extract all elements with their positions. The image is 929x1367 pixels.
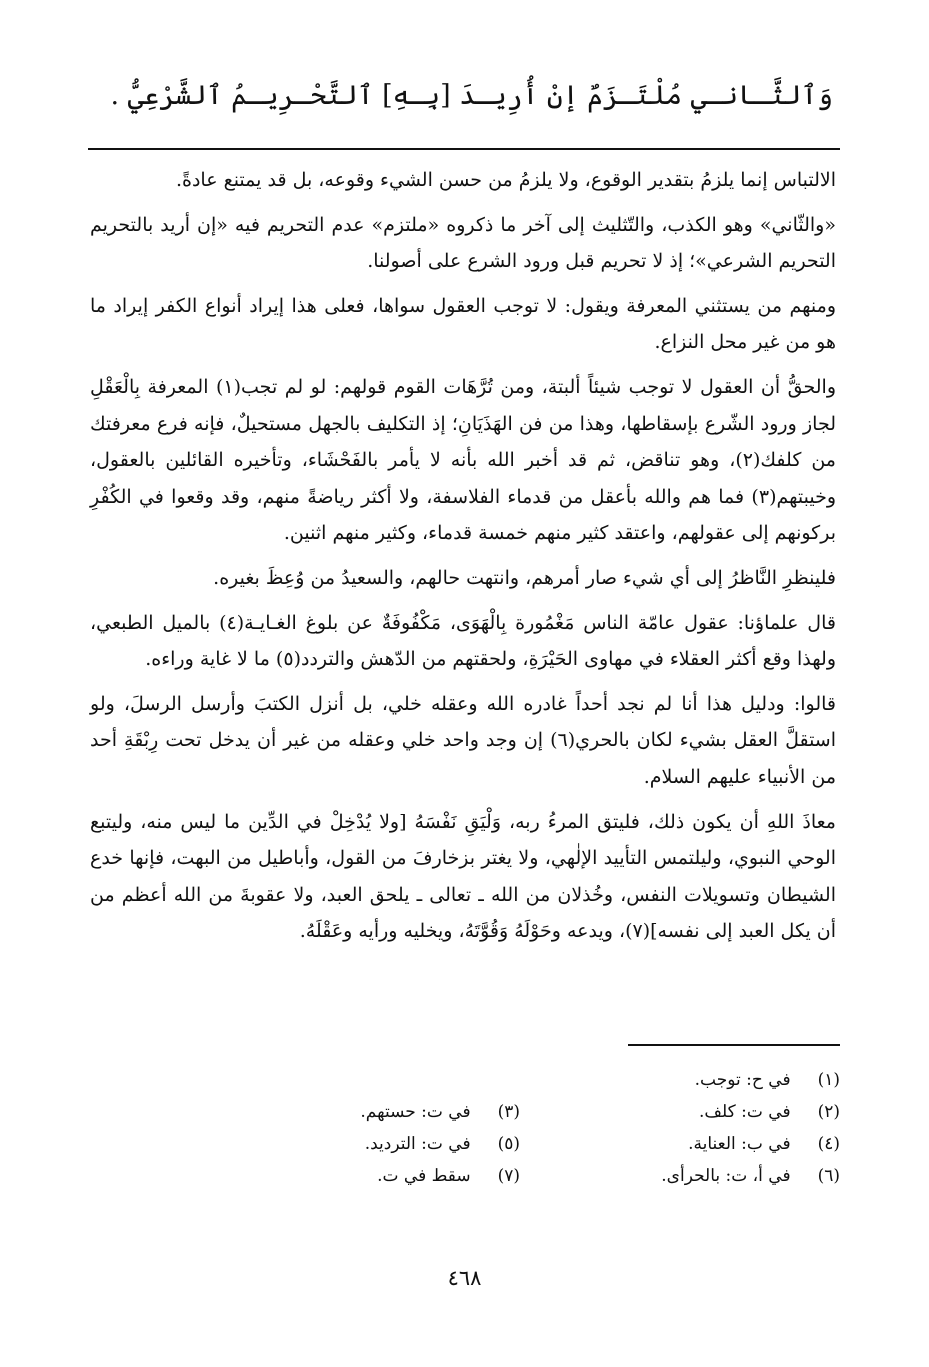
footnote-text: في ت: كلف. <box>699 1102 791 1122</box>
footnote-5 <box>200 1128 520 1160</box>
main-text <box>90 162 836 958</box>
footnote-text: في ح: توجب. <box>694 1070 791 1090</box>
footnote-row <box>200 1096 840 1128</box>
header-verse: وَٱلثَّـانـي مُلْتَـزَمٌ إنْ أُرِيـدَ [بِـهِ] ٱلتَّحْـرِيـمُ ٱلشَّرْعِيُّ . <box>110 80 833 111</box>
paragraph-3: ومنهم من يستثني المعرفة ويقول: لا توجب العقول سواها، فعلى هذا إيراد أنواع الكفر إيراد ما هو من غير محل النزاع. <box>90 294 836 354</box>
footnote-4 <box>520 1128 840 1160</box>
footnote-number: (٥) <box>497 1134 520 1154</box>
footnote-text: في ت: حستهم. <box>360 1102 471 1122</box>
footnote-text: في ت: الترديد. <box>364 1134 471 1154</box>
footnote-number: (١) <box>817 1070 840 1090</box>
footnote-number: (٢) <box>817 1102 840 1122</box>
footnote-6 <box>520 1160 840 1192</box>
footnotes <box>200 1064 840 1192</box>
footnote-1 <box>510 1064 840 1096</box>
footnote-number: (٧) <box>497 1166 520 1186</box>
footnote-text: في ب: العناية. <box>688 1134 791 1154</box>
footnote-row <box>200 1064 840 1096</box>
paragraph-5: فلينظرِ النَّاظرُ إلى أي شيء صار أمرهم، وانتهت حالهم، والسعيدُ من وُعِظَ بغيره. <box>213 566 836 589</box>
footnote-number: (٣) <box>497 1102 520 1122</box>
footnote-number: (٤) <box>817 1134 840 1154</box>
footnote-row <box>200 1128 840 1160</box>
footnote-divider <box>628 1044 840 1046</box>
footnote-text: في أ، ت: بالحرأى. <box>661 1166 791 1186</box>
paragraph-6: قال علماؤنا: عقول عامّة الناس مَغْمُورة بِالْهَوَى، مَكْفُوفَةٌ عن بلوغ الغـايـة(٤) بالميل الطبعي، ولهذا وقع أكثر العقلاء في مهاوى الحَيْرَةِ، ولحقتهم من الدّهش والتردد(٥) ما لا غاية وراءه. <box>90 611 836 671</box>
paragraph-4: والحقُّ أن العقول لا توجب شيئاً ألبتة، ومن تُرَّهَات القوم قولهم: لو لم تجب(١) المعرفة بِالْعَقْلِ لجاز ورود الشّرع بإسقاطها، وهذا من فن الهَذَيَانِ؛ إذ التكليف بالجهل مستحيلٌ، فإنه فرع معرفتك من كلفك(٢)، وهو تناقض، ثم قد أخبر الله بأنه لا يأمر بالفَحْشَاء، وتأخيره القائلين بالعقول، وخيبتهم(٣) فما هم والله بأعقل من قدماء الفلاسفة، ولا أكثر رياضةً منهم، وقد وقعوا في الكُفْرِ بركونهم إلى عقولهم، واعتقد كثير منهم خمسة قدماء، وكثير منهم اثنين. <box>90 375 836 545</box>
footnote-text: سقط في ت. <box>377 1166 471 1186</box>
footnote-3 <box>200 1096 520 1128</box>
footnote-2 <box>520 1096 840 1128</box>
page-number: ٤٦٨ <box>447 1266 482 1290</box>
paragraph-7: قالوا: ودليل هذا أنا لم نجد أحداً غادره الله وعقله خلي، بل أنزل الكتبَ وأرسل الرسلَ، ولو استقلَّ العقل بشيء لكان بالحري(٦) إن وجد واحد خلي وعقله من غير أن يدخل تحت رِبْقَةِ أحد من الأنبياء عليهم السلام. <box>90 692 836 788</box>
footnote-7 <box>200 1160 520 1192</box>
paragraph-1: الالتباس إنما يلزمُ بتقدير الوقوع، ولا يلزمُ من حسن الشيء وقوعه، بل قد يمتنع عادةً. <box>175 169 836 191</box>
paragraph-2: «والثّاني» وهو الكذب، والتّثليث إلى آخر ما ذكروه «ملتزم» عدم التحريم فيه «إن أريد بالتحريم التحريم الشرعي»؛ إذ لا تحريم قبل ورود الشرع على أصولنا. <box>90 213 836 273</box>
header-divider <box>88 148 840 150</box>
footnote-number: (٦) <box>817 1166 840 1186</box>
paragraph-8: معاذَ اللهِ أن يكون ذلك، فليتق المرءُ ربه، وَلْيَقِ نَفْسَهُ [ولا يُدْخِلْ في الدِّين ما ليس منه، وليتبع الوحي النبوي، وليلتمس التأييد الإلٰهي، ولا يغتر بزخارفَ من القول، وأباطيل من البهت، فإنها خدع الشيطان وتسويلات النفس، وخُذلان من الله ـ تعالى ـ يلحق العبد، ولا عقوبةَ من الله أعظم من أن يكل العبد إلى نفسه](٧)، ويدعه وحَوْلَهُ وَقُوَّتَهُ، ويخليه ورأيه وعَقْلَهُ. <box>90 810 836 943</box>
footnote-row <box>200 1160 840 1192</box>
